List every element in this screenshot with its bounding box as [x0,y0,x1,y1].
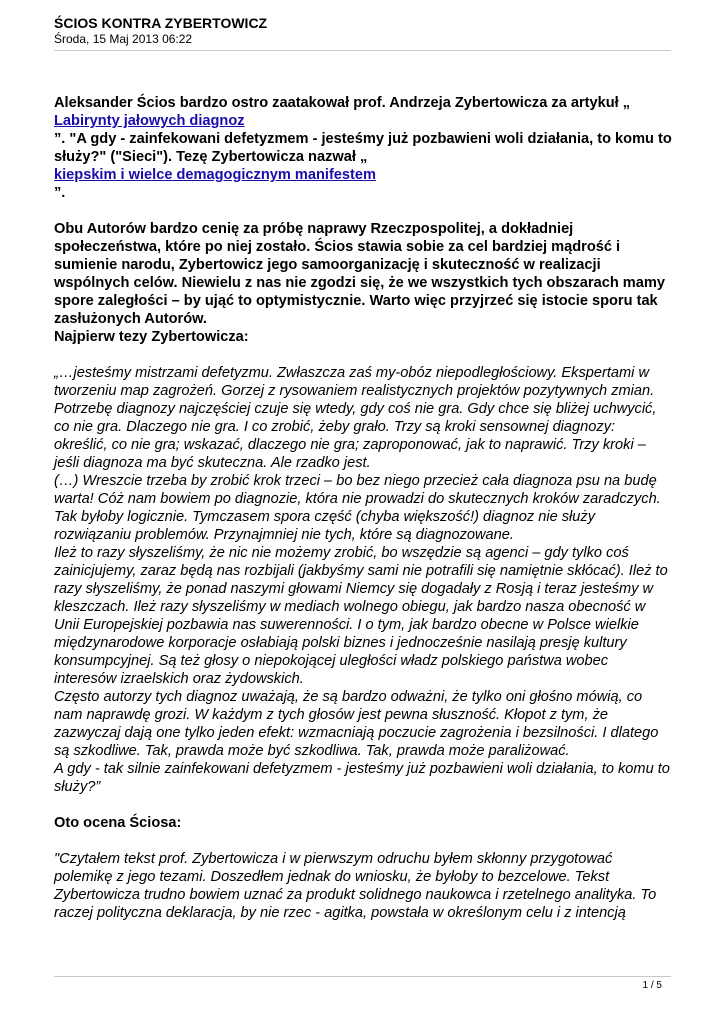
quote-paragraph-5: Często autorzy tych diagnoz uważają, że są bardzo odważni, że tylko oni głośno mówią, co nam naprawdę grozi. W każdym z tych głosów jest pewna słuszność. Kłopot z tym, że zazwyczaj dają one tylko jeden efekt: wzmacniają poczucie zagrożenia i bezsilności. I dlatego są szkodliwe. Tak, prawda może być szkodliwa. Tak, prawda może paraliżować. [54,689,659,759]
intro-paragraph [54,94,672,202]
article-body [54,94,672,922]
theses-heading: Najpierw tezy Zybertowicza: [54,329,249,345]
spacer [54,796,672,814]
spacer [54,346,672,364]
footer-divider [54,976,671,977]
quote-paragraph-1: „…jesteśmy mistrzami defetyzmu. Zwłaszcza zaś my-obóz niepodległościowy. Ekspertami w tworzeniu map zagrożeń. Gorzej z rysowaniem realistycznych projektów pozytywnych zmian. [54,365,655,399]
intro-text-2: ”. "A gdy - zainfekowani defetyzmem - jesteśmy już pozbawieni woli działania, to komu to służy?" ("Sieci"). Tezę Zybertowicza nazwał „ [54,131,672,165]
article-title: ŚCIOS KONTRA ZYBERTOWICZ [54,15,268,31]
quote-paragraph-3: (…) Wreszcie trzeba by zrobić krok trzeci – bo bez niego przecież cała diagnoza psu na budę warta! Cóż nam bowiem po diagnozie, która nie prowadzi do skutecznych kroków zaradczych. Tak byłoby logicznie. Tymczasem spora część (chyba większość!) diagnoz nie służy rozwiązaniu problemów. Przynajmniej nie tych, które są diagnozowane. [54,473,661,543]
assessment-quote: "Czytałem tekst prof. Zybertowicza i w pierwszym odruchu byłem skłonny przygotować polemikę z jego tezami. Doszedłem jednak do wniosku, że byłoby to bezcelowe. Tekst Zybertowicza trudno bowiem uznać za produkt solidnego naukowca i rzetelnego analityka. To raczej polityczna deklaracja, by nie rzec - agitka, powstała w określonym celu i z intencją [54,851,657,921]
intro-text-3: ”. [54,185,66,201]
page-number: 1 / 5 [642,980,662,991]
quote-paragraph-2: Potrzebę diagnozy najczęściej czuje się wtedy, gdy coś nie gra. Gdy chce się bliżej uchwycić, co nie gra. Dlaczego nie gra. I co zrobić, żeby grało. Trzy są kroki sensownej diagnozy: określić, co nie gra; wskazać, dlaczego nie gra; zaproponować, jak to naprawić. Trzy kroki – jeśli diagnoza ma być skuteczna. Ale rzadko jest. [54,401,657,471]
quote-paragraph-4: Ileż to razy słyszeliśmy, że nic nie możemy zrobić, bo wszędzie są agenci – gdy tylko coś zainicjujemy, zaraz będą nas rozbijali (jakbyśmy sami nie potrafili się namiętnie skłócać). Ileż to razy słyszeliśmy, że ponad naszymi głowami Niemcy się dogadały z Rosją i teraz jesteśmy w kleszczach. Ileż razy słyszeliśmy w mediach wolnego obiegu, jak bardzo nasza obecność w Unii Europejskiej pozbawia nas suwerenności. I o tym, jak bardzo obecne w Polsce wielkie międzynarodowe korporacje osłabiają polski biznes i jednocześnie nasilają presję kultury konsumpcyjnej. Są też głosy o niepokojącej uległości władz polskiego państwa wobec interesów izraelskich oraz żydowskich. [54,545,668,687]
article-date: Środa, 15 Maj 2013 06:22 [54,32,193,46]
header-divider [54,50,671,51]
spacer [54,202,672,220]
link-manifest[interactable]: kiepskim i wielce demagogicznym manifestem [54,167,376,183]
assessment-heading: Oto ocena Ściosa: [54,815,182,831]
quote-paragraph-6: A gdy - tak silnie zainfekowani defetyzmem - jesteśmy już pozbawieni woli działania, to komu to służy?” [54,761,670,795]
intro-text-1: Aleksander Ścios bardzo ostro zaatakował prof. Andrzeja Zybertowicza za artykuł „ [54,95,631,111]
spacer [54,832,672,850]
link-labirynty[interactable]: Labirynty jałowych diagnoz [54,113,245,129]
authors-paragraph: Obu Autorów bardzo cenię za próbę naprawy Rzeczpospolitej, a dokładniej społeczeństwa, które po niej zostało. Ścios stawia sobie za cel bardziej mądrość i sumienie narodu, Zybertowicz jego samoorganizację i skuteczność w realizacji wspólnych celów. Niewielu z nas nie zgodzi się, że we wszystkich tych obszarach mamy spore zaległości – by ująć to optymistycznie. Warto więc przyjrzeć się istocie sporu tak zasłużonych Autorów. [54,221,665,327]
